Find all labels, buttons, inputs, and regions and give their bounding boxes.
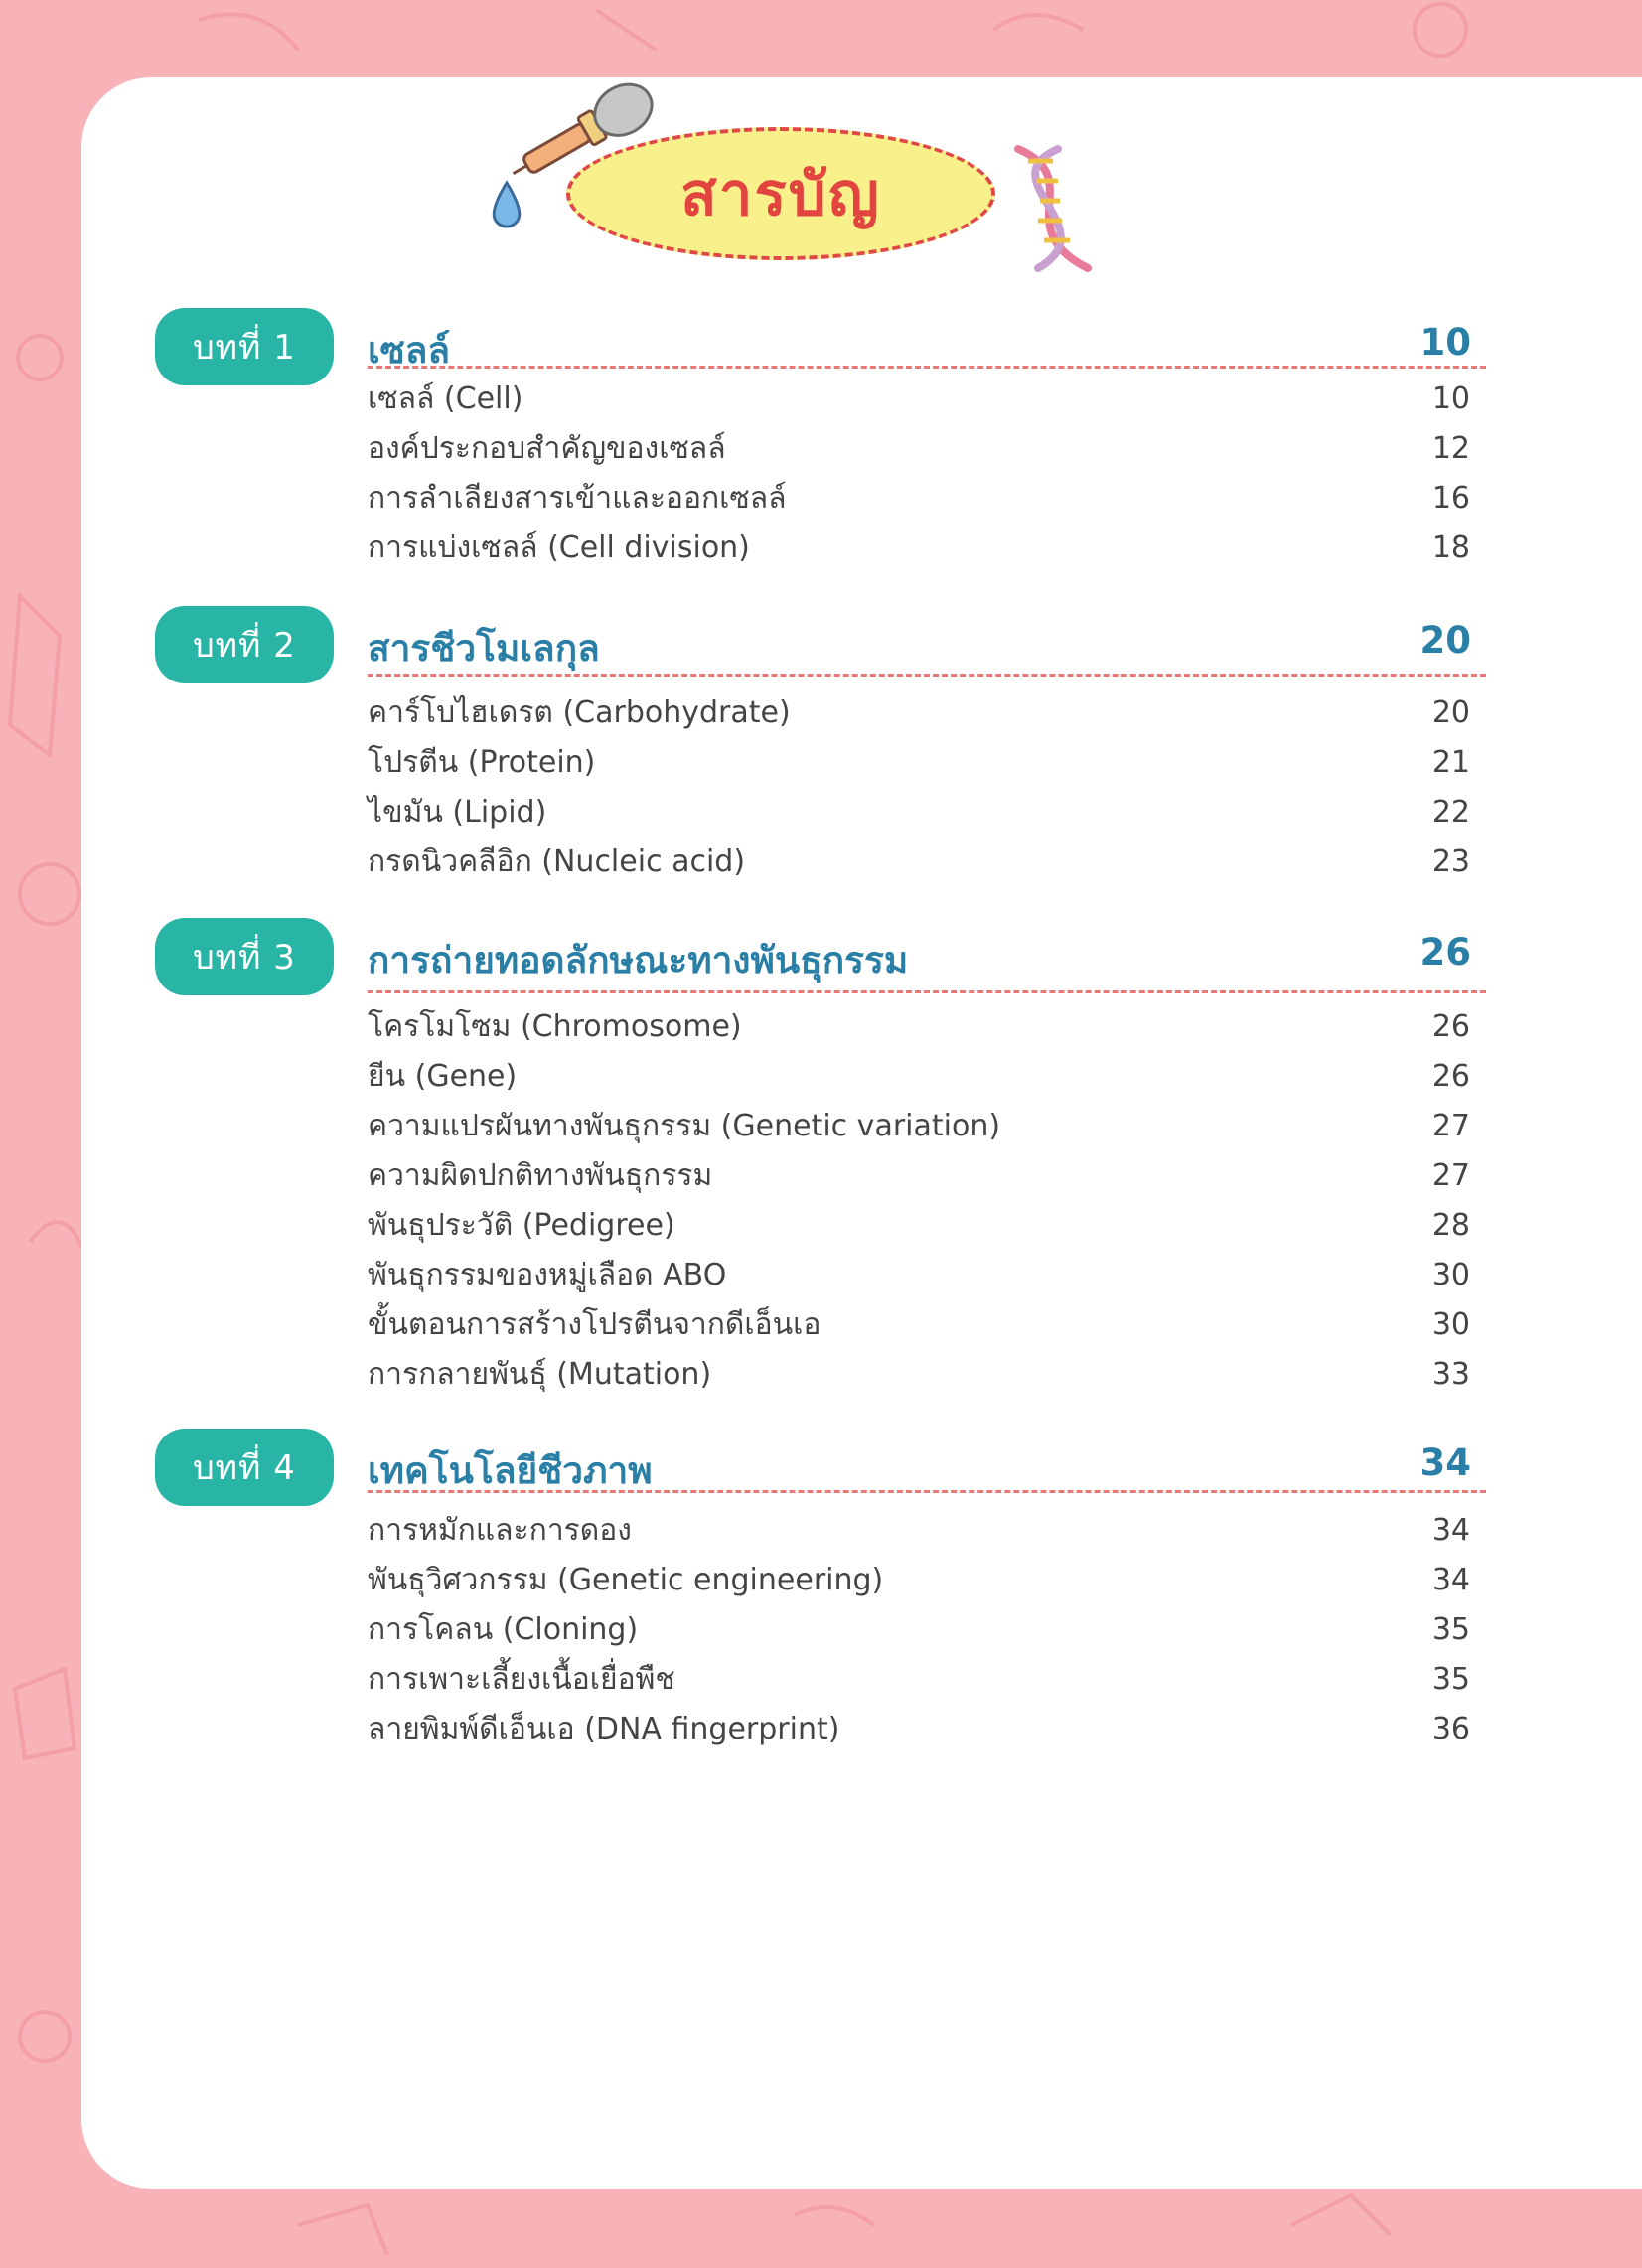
item-label: การเพาะเลี้ยงเนื้อเยื่อพืช bbox=[368, 1661, 675, 1697]
item-label: การลำเลียงสารเข้าและออกเซลล์ bbox=[368, 480, 787, 516]
chapter-page: 20 bbox=[1419, 619, 1471, 662]
list-item[interactable] bbox=[368, 475, 1470, 521]
chapter-divider bbox=[368, 990, 1486, 993]
list-item[interactable] bbox=[368, 1557, 1470, 1602]
chapter-page: 26 bbox=[1419, 931, 1471, 974]
item-page: 28 bbox=[1431, 1207, 1470, 1243]
item-page: 35 bbox=[1431, 1611, 1470, 1647]
item-page: 18 bbox=[1431, 529, 1470, 565]
list-item[interactable] bbox=[368, 1053, 1470, 1099]
list-item[interactable] bbox=[368, 1656, 1470, 1702]
chapter-title[interactable]: เทคโนโลยีชีวภาพ bbox=[368, 1449, 653, 1492]
list-item[interactable] bbox=[368, 1202, 1470, 1248]
dna-helix-icon bbox=[998, 139, 1118, 278]
chapter-divider bbox=[368, 1490, 1486, 1493]
list-item[interactable] bbox=[368, 1706, 1470, 1751]
item-page: 22 bbox=[1431, 794, 1470, 830]
chapter-title[interactable]: การถ่ายทอดลักษณะทางพันธุกรรม bbox=[368, 939, 909, 982]
list-item[interactable] bbox=[368, 1003, 1470, 1049]
item-page: 27 bbox=[1431, 1108, 1470, 1143]
list-item[interactable] bbox=[368, 1252, 1470, 1297]
chapter-badge: บทที่ 2 bbox=[155, 606, 334, 683]
item-label: พันธุประวัติ (Pedigree) bbox=[368, 1207, 675, 1243]
chapter-page: 34 bbox=[1419, 1441, 1471, 1484]
chapter-divider bbox=[368, 674, 1486, 677]
item-page: 21 bbox=[1431, 744, 1470, 780]
item-label: เซลล์ (Cell) bbox=[368, 380, 523, 416]
item-label: ความแปรผันทางพันธุกรรม (Genetic variation) bbox=[368, 1108, 1001, 1143]
chapter-title[interactable]: เซลล์ bbox=[368, 329, 451, 372]
item-label: พันธุวิศวกรรม (Genetic engineering) bbox=[368, 1562, 884, 1597]
item-label: การกลายพันธุ์ (Mutation) bbox=[368, 1356, 712, 1392]
item-label: โปรตีน (Protein) bbox=[368, 744, 596, 780]
item-page: 26 bbox=[1431, 1058, 1470, 1094]
item-label: พันธุกรรมของหมู่เลือด ABO bbox=[368, 1257, 727, 1292]
list-item[interactable] bbox=[368, 689, 1470, 735]
chapter-title[interactable]: สารชีวโมเลกุล bbox=[368, 627, 600, 670]
item-page: 10 bbox=[1431, 380, 1470, 416]
item-label: การหมักและการดอง bbox=[368, 1512, 632, 1548]
item-page: 34 bbox=[1431, 1562, 1470, 1597]
item-page: 30 bbox=[1431, 1306, 1470, 1342]
title-area bbox=[477, 60, 1132, 288]
item-page: 23 bbox=[1431, 843, 1470, 879]
item-label: การโคลน (Cloning) bbox=[368, 1611, 639, 1647]
water-drop-icon bbox=[487, 179, 526, 234]
item-label: ขั้นตอนการสร้างโปรตีนจากดีเอ็นเอ bbox=[368, 1306, 821, 1342]
item-label: ลายพิมพ์ดีเอ็นเอ (DNA fingerprint) bbox=[368, 1711, 840, 1746]
page-title: สารบัญ bbox=[680, 159, 881, 229]
item-page: 16 bbox=[1431, 480, 1470, 516]
chapter-badge: บทที่ 3 bbox=[155, 918, 334, 995]
chapter-badge: บทที่ 4 bbox=[155, 1429, 334, 1506]
chapter-badge: บทที่ 1 bbox=[155, 308, 334, 385]
list-item[interactable] bbox=[368, 739, 1470, 785]
item-label: โครโมโซม (Chromosome) bbox=[368, 1008, 742, 1044]
item-page: 27 bbox=[1431, 1157, 1470, 1193]
item-page: 20 bbox=[1431, 694, 1470, 730]
list-item[interactable] bbox=[368, 838, 1470, 884]
item-label: กรดนิวคลีอิก (Nucleic acid) bbox=[368, 843, 746, 879]
list-item[interactable] bbox=[368, 1103, 1470, 1148]
item-label: ความผิดปกติทางพันธุกรรม bbox=[368, 1157, 713, 1193]
item-page: 34 bbox=[1431, 1512, 1470, 1548]
item-page: 30 bbox=[1431, 1257, 1470, 1292]
list-item[interactable] bbox=[368, 376, 1470, 421]
list-item[interactable] bbox=[368, 1152, 1470, 1198]
item-page: 35 bbox=[1431, 1661, 1470, 1697]
chapter-divider bbox=[368, 366, 1486, 369]
list-item[interactable] bbox=[368, 1606, 1470, 1652]
item-label: คาร์โบไฮเดรต (Carbohydrate) bbox=[368, 694, 791, 730]
list-item[interactable] bbox=[368, 1301, 1470, 1347]
item-label: ยีน (Gene) bbox=[368, 1058, 518, 1094]
list-item[interactable] bbox=[368, 789, 1470, 834]
list-item[interactable] bbox=[368, 425, 1470, 471]
item-label: การแบ่งเซลล์ (Cell division) bbox=[368, 529, 750, 565]
item-page: 36 bbox=[1431, 1711, 1470, 1746]
item-label: องค์ประกอบสำคัญของเซลล์ bbox=[368, 430, 726, 466]
list-item[interactable] bbox=[368, 525, 1470, 570]
list-item[interactable] bbox=[368, 1507, 1470, 1553]
chapter-page: 10 bbox=[1419, 321, 1471, 364]
item-page: 12 bbox=[1431, 430, 1470, 466]
item-page: 33 bbox=[1431, 1356, 1470, 1392]
item-page: 26 bbox=[1431, 1008, 1470, 1044]
item-label: ไขมัน (Lipid) bbox=[368, 794, 547, 830]
list-item[interactable] bbox=[368, 1351, 1470, 1397]
